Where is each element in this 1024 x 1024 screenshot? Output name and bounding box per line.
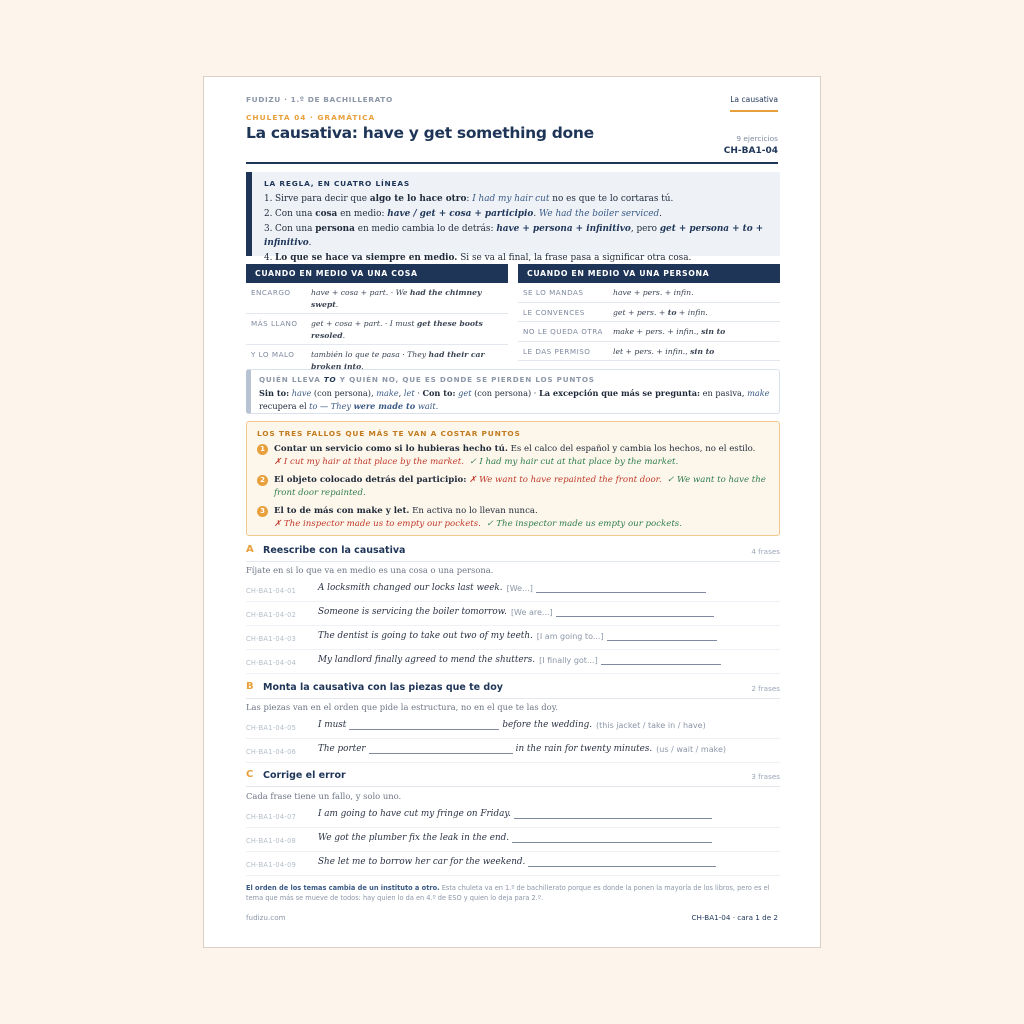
rule-list bbox=[264, 192, 768, 266]
answer-blank[interactable] bbox=[369, 745, 513, 754]
to-usage-text: Sin to: have (con persona), make, let · Con to: get (con persona) · La excepción que más se pregunta: en pasiva, make recupera el to — They were made to wait. bbox=[259, 388, 770, 411]
rule-number: 1. bbox=[264, 194, 273, 204]
section-note: Fíjate en si lo que va en medio es una cosa o una persona. bbox=[246, 565, 494, 575]
exercise-text: A locksmith changed our locks last week. bbox=[318, 583, 503, 593]
to-usage-title: QUIÉN LLEVA TO Y QUIÉN NO, QUE ES DONDE SE PIERDEN LOS PUNTOS bbox=[259, 375, 595, 384]
correct-example: ✓ The inspector made us empty our pockets. bbox=[486, 519, 682, 529]
worksheet-page bbox=[203, 76, 821, 948]
topic-label: La causativa bbox=[730, 95, 778, 104]
table-row bbox=[518, 283, 780, 303]
rule-bold: algo te lo hace otro bbox=[369, 194, 467, 204]
mistake-item: 3 El to de más con make y let. En activa no lo llevan nunca. ✗ The inspector made us to empty our pockets. ✓ The inspector made us empty our pockets. bbox=[257, 505, 769, 531]
table-row bbox=[518, 342, 780, 362]
exercise-row bbox=[246, 808, 780, 828]
row-value: have + pers. + infin. bbox=[613, 288, 694, 297]
exercise-row bbox=[246, 832, 780, 852]
section-count: 4 frases bbox=[751, 547, 780, 556]
exercise-row bbox=[246, 743, 780, 763]
section-title: Reescribe con la causativa bbox=[263, 545, 406, 556]
answer-blank[interactable] bbox=[601, 656, 721, 665]
row-value: get + cosa + part. · I must get these boots resoled. bbox=[311, 319, 483, 340]
exercise-code: CH-BA1-04-03 bbox=[246, 635, 297, 643]
exercise-row bbox=[246, 856, 780, 876]
rule-item bbox=[264, 207, 768, 222]
section-title: Monta la causativa con las piezas que te doy bbox=[263, 682, 503, 693]
section-letter: A bbox=[246, 544, 254, 555]
rule-bold: persona bbox=[315, 223, 355, 234]
row-value: get + pers. + to + infin. bbox=[613, 307, 708, 317]
answer-blank[interactable] bbox=[514, 810, 712, 819]
rule-text: en medio cambia lo de detrás: bbox=[354, 223, 497, 234]
number-badge: 3 bbox=[257, 506, 268, 517]
header-divider bbox=[246, 162, 778, 164]
section-note: Cada frase tiene un fallo, y solo uno. bbox=[246, 791, 402, 801]
rule-formula: have / get + cosa + participio bbox=[387, 208, 534, 219]
mistake-item: 2 El objeto colocado detrás del participio: ✗ We want to have repainted the front door. ✓ We want to have the front door repainted. bbox=[257, 474, 769, 500]
answer-blank[interactable] bbox=[607, 632, 717, 641]
row-value: make + pers. + infin., sin to bbox=[613, 327, 726, 336]
row-key: LE CONVENCES bbox=[523, 307, 585, 317]
rule-formula: have + persona + infinitivo bbox=[496, 223, 631, 234]
section-letter: C bbox=[246, 769, 254, 780]
table-row bbox=[518, 303, 780, 323]
row-key: NO LE QUEDA OTRA bbox=[523, 327, 603, 336]
exercise-text: We got the plumber fix the leak in the end. bbox=[318, 833, 510, 843]
rule-text: no es que te lo cortaras tú. bbox=[549, 194, 674, 204]
exercise-code: CH-BA1-04-07 bbox=[246, 813, 297, 821]
exercise-hint: (us / wait / make) bbox=[656, 745, 726, 754]
exercise-text-start: The porter bbox=[318, 744, 366, 754]
answer-blank[interactable] bbox=[556, 608, 714, 617]
exercise-text: I am going to have cut my fringe on Friday. bbox=[318, 809, 511, 819]
footer-note: El orden de los temas cambia de un instituto a otro. Esta chuleta va en 1.º de bachillerato porque es donde la ponen la mayoría de los libros, pero es el tema que más se mueve de todos: hay quien lo da en 4.º de ESO y quien lo deja para 2.º. bbox=[246, 884, 770, 902]
exercise-row bbox=[246, 654, 780, 674]
section-count: 3 frases bbox=[751, 772, 780, 781]
exercise-code: CH-BA1-04-06 bbox=[246, 748, 297, 756]
exercise-count: 9 ejercicios bbox=[736, 134, 778, 143]
answer-blank[interactable] bbox=[528, 858, 716, 867]
section-a-header bbox=[246, 544, 780, 562]
exercise-hint: [I am going to...] bbox=[536, 632, 604, 641]
table-cosa-title: CUANDO EN MEDIO VA UNA COSA bbox=[246, 264, 508, 283]
rule-item bbox=[264, 192, 768, 207]
exercise-code: CH-BA1-04-01 bbox=[246, 587, 297, 595]
section-note: Las piezas van en el orden que pide la estructura, no en el que te las doy. bbox=[246, 702, 558, 712]
rule-example: We had the boiler serviced bbox=[538, 208, 660, 219]
footer-site[interactable]: fudizu.com bbox=[246, 913, 286, 922]
table-cosa bbox=[246, 264, 508, 375]
exercise-text: My landlord finally agreed to mend the shutters. bbox=[318, 655, 536, 665]
exercise-text-start: I must bbox=[318, 720, 347, 730]
number-badge: 1 bbox=[257, 444, 268, 455]
rule-item bbox=[264, 222, 768, 252]
exercise-row bbox=[246, 606, 780, 626]
section-c-header bbox=[246, 769, 780, 787]
exercise-text-end: in the rain for twenty minutes. bbox=[515, 744, 653, 754]
table-row bbox=[246, 283, 508, 314]
rule-text: . bbox=[308, 238, 312, 249]
exercise-text-end: before the wedding. bbox=[502, 720, 593, 730]
exercise-text: She let me to borrow her car for the weekend. bbox=[318, 857, 526, 867]
exercise-code: CH-BA1-04-05 bbox=[246, 724, 297, 732]
rule-text: Sirve para decir que bbox=[275, 194, 370, 204]
exercise-hint: [I finally got...] bbox=[539, 656, 598, 665]
exercise-code: CH-BA1-04-02 bbox=[246, 611, 297, 619]
answer-blank[interactable] bbox=[536, 584, 706, 593]
table-row bbox=[518, 322, 780, 342]
rule-text: , pero bbox=[630, 223, 660, 234]
exercise-text: The dentist is going to take out two of my teeth. bbox=[318, 631, 533, 641]
exercise-row bbox=[246, 719, 780, 739]
rule-number: 2. bbox=[264, 208, 273, 219]
sheet-code: CH-BA1-04 bbox=[723, 146, 778, 156]
section-letter: B bbox=[246, 681, 254, 692]
rule-number: 3. bbox=[264, 223, 273, 234]
row-key: SE LO MANDAS bbox=[523, 288, 584, 297]
common-mistakes-box bbox=[246, 421, 780, 536]
rule-box-title: LA REGLA, EN CUATRO LÍNEAS bbox=[264, 179, 411, 188]
rule-formula: get + persona + to + infinitivo bbox=[264, 223, 764, 249]
chuleta-label: CHULETA 04 · GRAMÁTICA bbox=[246, 113, 376, 122]
exercise-row bbox=[246, 582, 780, 602]
correct-example: ✓ We want to have the front door repainted. bbox=[274, 475, 766, 498]
exercise-code: CH-BA1-04-09 bbox=[246, 861, 297, 869]
wrong-example: ✗ We want to have repainted the front door. bbox=[469, 475, 662, 485]
common-mistakes-title: LOS TRES FALLOS QUE MÁS TE VAN A COSTAR PUNTOS bbox=[257, 429, 521, 438]
mistake-item: 1 Contar un servicio como si lo hubieras hecho tú. Es el calco del español y cambia los hechos, no el estilo. ✗ I cut my hair at that place by the market. ✓ I had my hair cut at that place by the market. bbox=[257, 443, 769, 469]
row-value: también lo que te pasa · They had their car broken into. bbox=[311, 350, 485, 371]
rule-number: 4. bbox=[264, 253, 273, 264]
table-row bbox=[246, 314, 508, 345]
answer-blank[interactable] bbox=[349, 721, 499, 730]
rule-bold: cosa bbox=[315, 208, 338, 219]
rule-text: . bbox=[659, 208, 662, 219]
row-value: have + cosa + part. · We had the chimney swept. bbox=[311, 288, 482, 309]
to-usage-box bbox=[246, 369, 780, 414]
table-persona bbox=[518, 264, 780, 361]
rule-example: I had my hair cut bbox=[472, 194, 550, 204]
footer-page: CH-BA1-04 · cara 1 de 2 bbox=[691, 913, 778, 922]
exercise-text: Someone is servicing the boiler tomorrow. bbox=[318, 607, 507, 617]
exercise-code: CH-BA1-04-04 bbox=[246, 659, 297, 667]
rule-text: Con una bbox=[275, 223, 316, 234]
row-key: Y LO MALO bbox=[251, 350, 295, 359]
row-value: let + pers. + infin., sin to bbox=[613, 346, 715, 356]
wrong-example: ✗ I cut my hair at that place by the market. bbox=[274, 457, 464, 467]
exercise-hint: [We are...] bbox=[510, 608, 553, 617]
page-title: La causativa: have y get something done bbox=[246, 124, 594, 142]
row-key: ENCARGO bbox=[251, 288, 291, 297]
exercise-hint: (this jacket / take in / have) bbox=[596, 721, 706, 730]
exercise-code: CH-BA1-04-08 bbox=[246, 837, 297, 845]
rule-text: Con una bbox=[275, 208, 316, 219]
section-title: Corrige el error bbox=[263, 770, 346, 781]
table-persona-title: CUANDO EN MEDIO VA UNA PERSONA bbox=[518, 264, 780, 283]
rule-bold: Lo que se hace va siempre en medio. bbox=[275, 253, 458, 264]
brand-label: FUDIZU · 1.º DE BACHILLERATO bbox=[246, 95, 393, 104]
topic-underline bbox=[730, 110, 778, 112]
rule-text: : bbox=[466, 194, 473, 204]
row-key: LE DAS PERMISO bbox=[523, 346, 591, 356]
correct-example: ✓ I had my hair cut at that place by the market. bbox=[469, 457, 679, 467]
exercise-row bbox=[246, 630, 780, 650]
rule-text: en medio: bbox=[337, 208, 388, 219]
row-key: MÁS LLANO bbox=[251, 319, 298, 328]
rule-text: . bbox=[533, 208, 539, 219]
exercise-hint: [We...] bbox=[506, 584, 533, 593]
rule-text: Si se va al final, la frase pasa a significar otra cosa. bbox=[457, 253, 692, 264]
rule-box bbox=[246, 172, 780, 264]
section-count: 2 frases bbox=[751, 684, 780, 693]
answer-blank[interactable] bbox=[512, 834, 712, 843]
number-badge: 2 bbox=[257, 475, 268, 486]
section-b-header bbox=[246, 681, 780, 699]
wrong-example: ✗ The inspector made us to empty our pockets. bbox=[274, 519, 481, 529]
